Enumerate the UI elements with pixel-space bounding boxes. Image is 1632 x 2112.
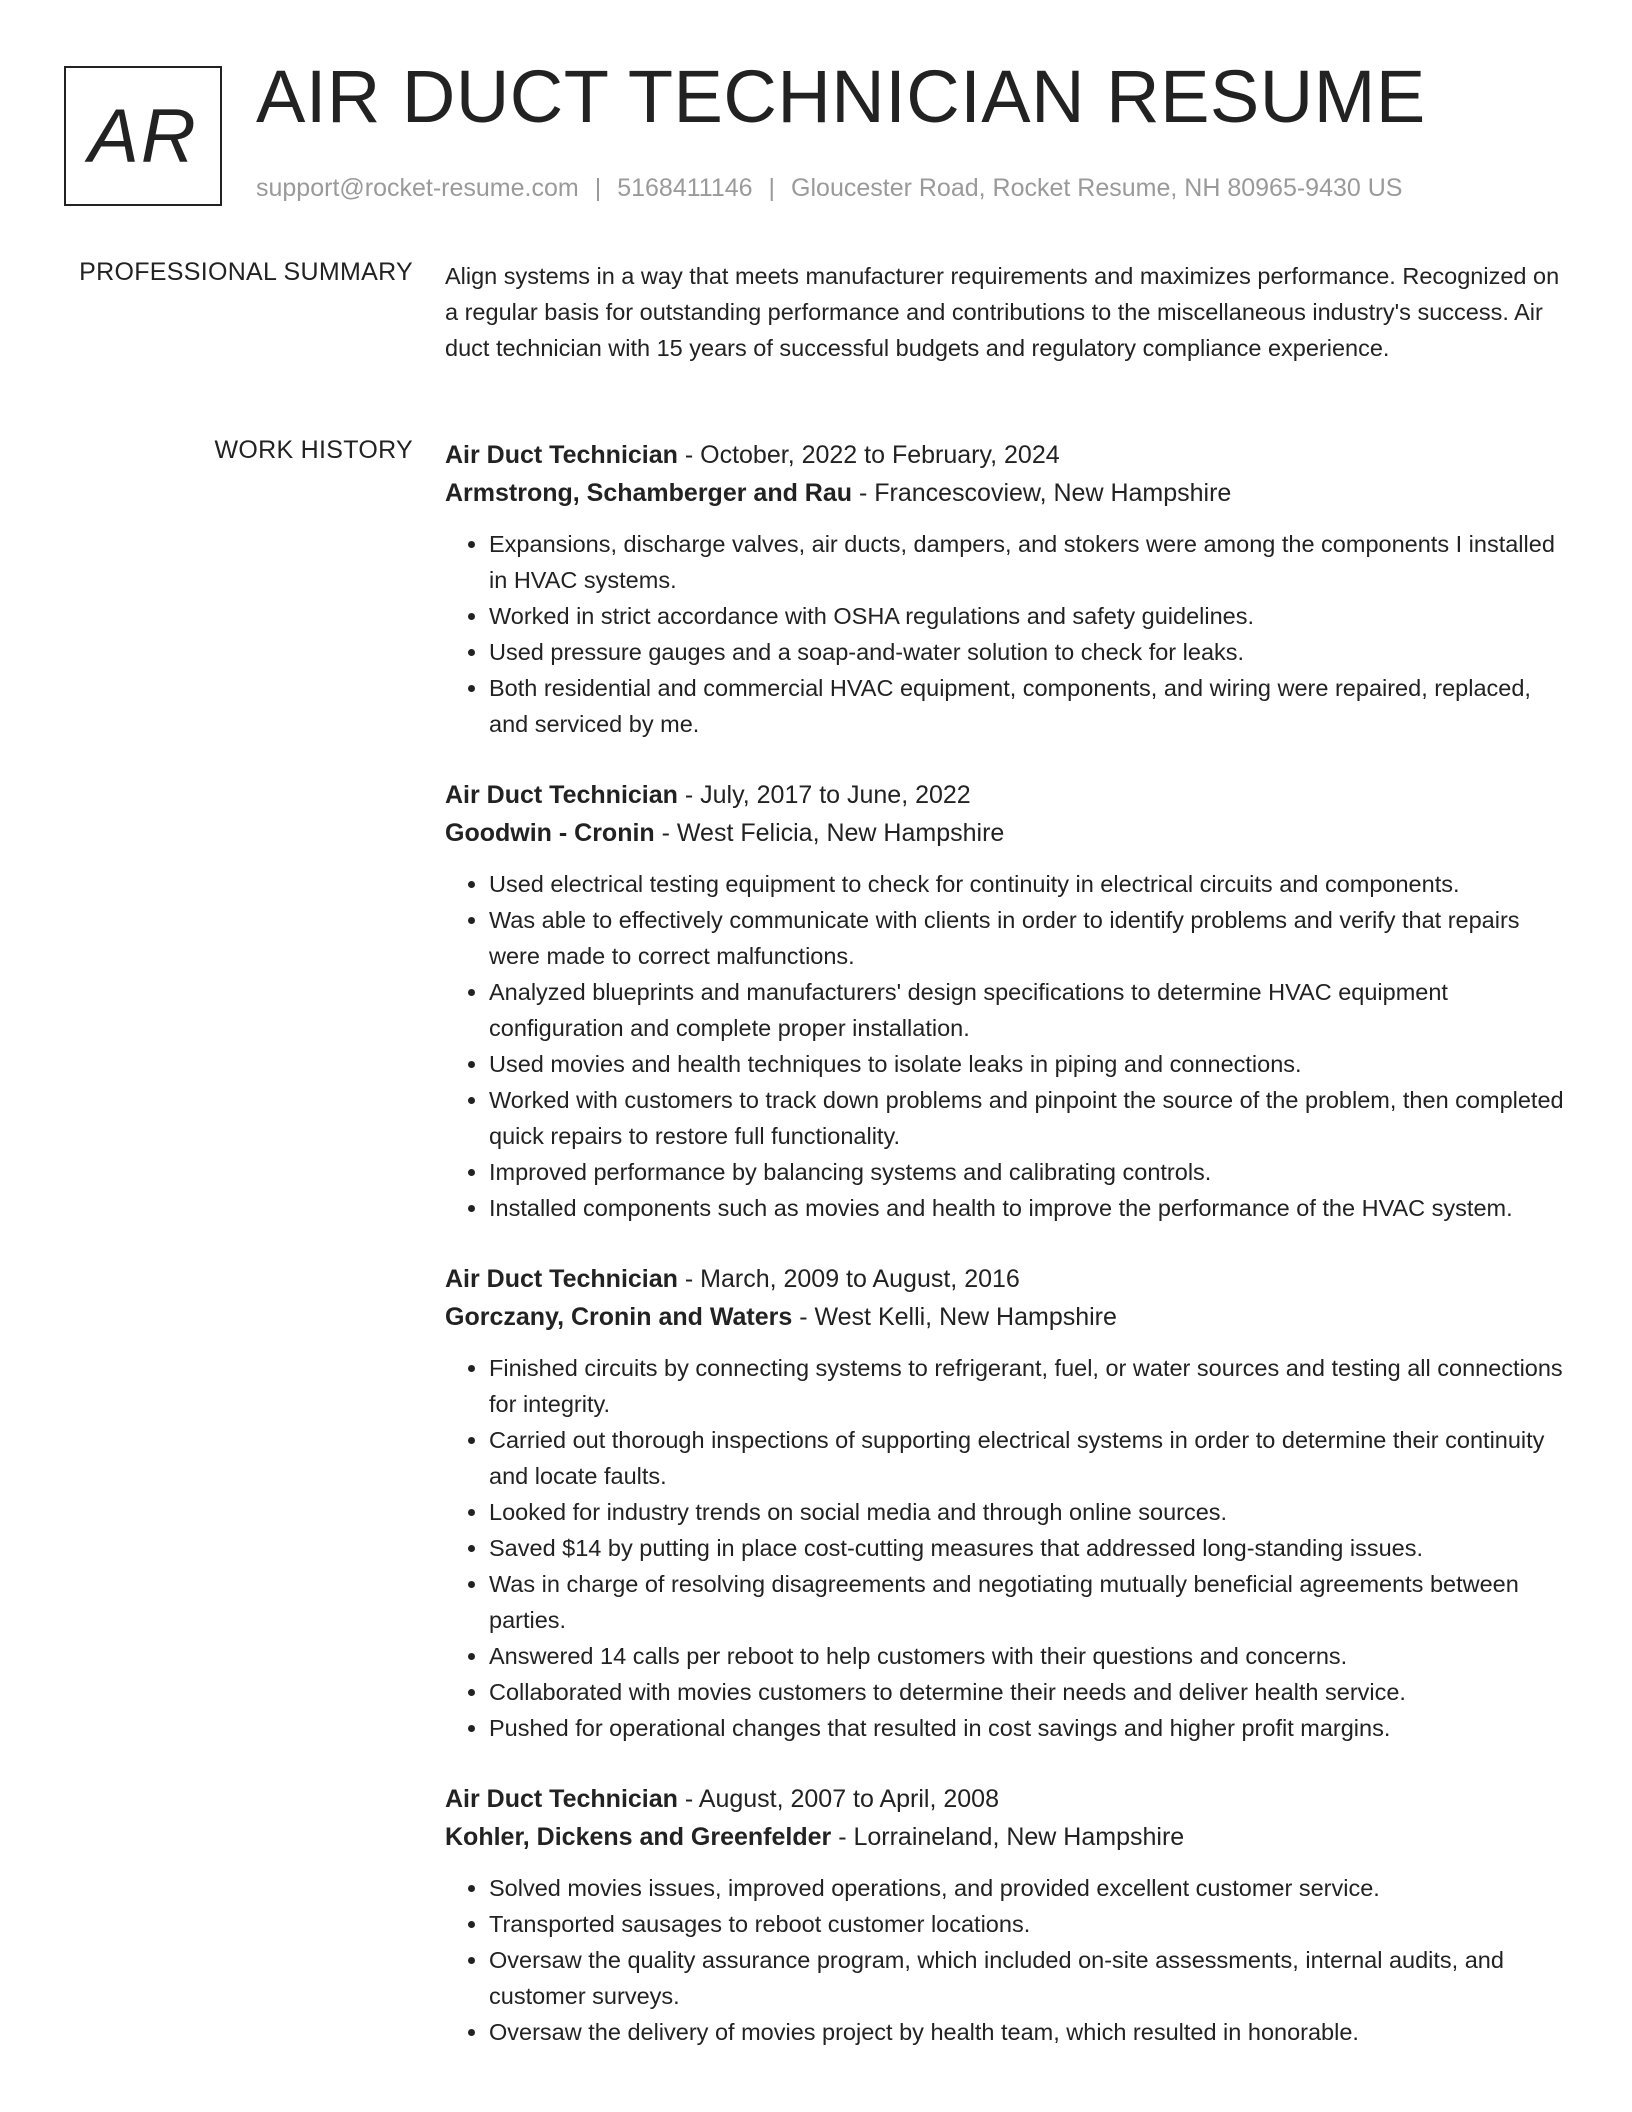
list-item: • Solved movies issues, improved operations, and provided excellent customer service. xyxy=(489,1870,1565,1906)
contact-address: Gloucester Road, Rocket Resume, NH 80965-9430 US xyxy=(791,174,1403,202)
job-title: Air Duct Technician xyxy=(445,441,678,469)
list-item: • Collaborated with movies customers to determine their needs and deliver health service. xyxy=(489,1674,1565,1710)
contact-email[interactable]: support@rocket-resume.com xyxy=(256,174,579,202)
job-entry xyxy=(445,1780,1565,2050)
dash-separator: - xyxy=(677,781,701,809)
summary-text: Align systems in a way that meets manufacturer requirements and maximizes performance. Recognized on a regular basis for outstanding performance and contributions to the miscellaneous industry's success. Air duct technician with 15 years of successful budgets and regulatory compliance experience. xyxy=(445,263,1560,361)
list-item: • Was in charge of resolving disagreements and negotiating mutually beneficial agreements between parties. xyxy=(489,1566,1565,1638)
job-title-line xyxy=(445,776,1565,814)
professional-summary-section xyxy=(445,258,1565,366)
dash-separator: - xyxy=(677,1785,699,1813)
job-title: Air Duct Technician xyxy=(445,1785,678,1813)
job-dates: March, 2009 to August, 2016 xyxy=(700,1265,1020,1293)
job-company-line xyxy=(445,1298,1565,1336)
job-entry xyxy=(445,1260,1565,1746)
job-title: Air Duct Technician xyxy=(445,781,678,809)
job-duties-list xyxy=(445,1350,1565,1746)
dash-separator: - xyxy=(792,1303,815,1331)
list-item: • Used movies and health techniques to isolate leaks in piping and connections. xyxy=(489,1046,1565,1082)
job-location: Francescoview, New Hampshire xyxy=(874,479,1232,507)
list-item: • Answered 14 calls per reboot to help customers with their questions and concerns. xyxy=(489,1638,1565,1674)
list-item: • Was able to effectively communicate with clients in order to identify problems and verify that repairs were made to correct malfunctions. xyxy=(489,902,1565,974)
job-dates: October, 2022 to February, 2024 xyxy=(700,441,1060,469)
job-duties-list xyxy=(445,866,1565,1226)
job-company-line xyxy=(445,1818,1565,1856)
job-location: West Kelli, New Hampshire xyxy=(814,1303,1117,1331)
list-item: • Expansions, discharge valves, air ducts, dampers, and stokers were among the components I installed in HVAC systems. xyxy=(489,526,1565,598)
job-company-line xyxy=(445,814,1565,852)
job-company: Gorczany, Cronin and Waters xyxy=(445,1303,793,1331)
job-title-line xyxy=(445,1780,1565,1818)
list-item: • Transported sausages to reboot customer locations. xyxy=(489,1906,1565,1942)
job-entry xyxy=(445,436,1565,742)
list-item: • Pushed for operational changes that resulted in cost savings and higher profit margins. xyxy=(489,1710,1565,1746)
job-title-line xyxy=(445,1260,1565,1298)
list-item: • Worked in strict accordance with OSHA regulations and safety guidelines. xyxy=(489,598,1565,634)
job-location: Lorraineland, New Hampshire xyxy=(853,1823,1185,1851)
list-item: • Carried out thorough inspections of supporting electrical systems in order to determine their continuity and locate faults. xyxy=(489,1422,1565,1494)
list-item: • Used electrical testing equipment to check for continuity in electrical circuits and components. xyxy=(489,866,1565,902)
dash-separator: - xyxy=(654,819,677,847)
list-item: • Improved performance by balancing systems and calibrating controls. xyxy=(489,1154,1565,1190)
monogram-logo xyxy=(64,66,222,206)
job-dates: July, 2017 to June, 2022 xyxy=(700,781,971,809)
job-company: Armstrong, Schamberger and Rau xyxy=(445,479,853,507)
monogram-initials: AR xyxy=(88,93,198,179)
list-item: • Installed components such as movies and health to improve the performance of the HVAC system. xyxy=(489,1190,1565,1226)
dash-separator: - xyxy=(677,441,701,469)
professional-summary-heading: PROFESSIONAL SUMMARY xyxy=(79,258,413,286)
job-title: Air Duct Technician xyxy=(445,1265,678,1293)
job-title-line xyxy=(445,436,1565,474)
list-item: • Finished circuits by connecting systems to refrigerant, fuel, or water sources and testing all connections for integrity. xyxy=(489,1350,1565,1422)
dash-separator: - xyxy=(852,479,875,507)
contact-phone[interactable]: 5168411146 xyxy=(617,174,753,202)
list-item: • Both residential and commercial HVAC equipment, components, and wiring were repaired, replaced, and serviced by me. xyxy=(489,670,1565,742)
resume-title: AIR DUCT TECHNICIAN RESUME xyxy=(256,55,1426,138)
job-company: Goodwin - Cronin xyxy=(445,819,655,847)
list-item: • Oversaw the delivery of movies project by health team, which resulted in honorable. xyxy=(489,2014,1565,2050)
job-dates: August, 2007 to April, 2008 xyxy=(698,1785,999,1813)
job-duties-list xyxy=(445,1870,1565,2050)
list-item: • Worked with customers to track down problems and pinpoint the source of the problem, then completed quick repairs to restore full functionality. xyxy=(489,1082,1565,1154)
list-item: • Used pressure gauges and a soap-and-water solution to check for leaks. xyxy=(489,634,1565,670)
list-item: • Oversaw the quality assurance program, which included on-site assessments, internal audits, and customer surveys. xyxy=(489,1942,1565,2014)
work-history-heading: WORK HISTORY xyxy=(214,436,413,464)
job-company-line xyxy=(445,474,1565,512)
list-item: • Saved $14 by putting in place cost-cutting measures that addressed long-standing issues. xyxy=(489,1530,1565,1566)
contact-separator: | xyxy=(594,174,602,202)
job-location: West Felicia, New Hampshire xyxy=(676,819,1005,847)
job-company: Kohler, Dickens and Greenfelder xyxy=(445,1823,832,1851)
dash-separator: - xyxy=(831,1823,854,1851)
dash-separator: - xyxy=(677,1265,701,1293)
work-history-section xyxy=(445,436,1565,2084)
job-entry xyxy=(445,776,1565,1226)
job-duties-list xyxy=(445,526,1565,742)
list-item: • Looked for industry trends on social media and through online sources. xyxy=(489,1494,1565,1530)
contact-line xyxy=(256,174,1402,203)
contact-separator: | xyxy=(768,174,776,202)
list-item: • Analyzed blueprints and manufacturers' design specifications to determine HVAC equipment configuration and complete proper installation. xyxy=(489,974,1565,1046)
